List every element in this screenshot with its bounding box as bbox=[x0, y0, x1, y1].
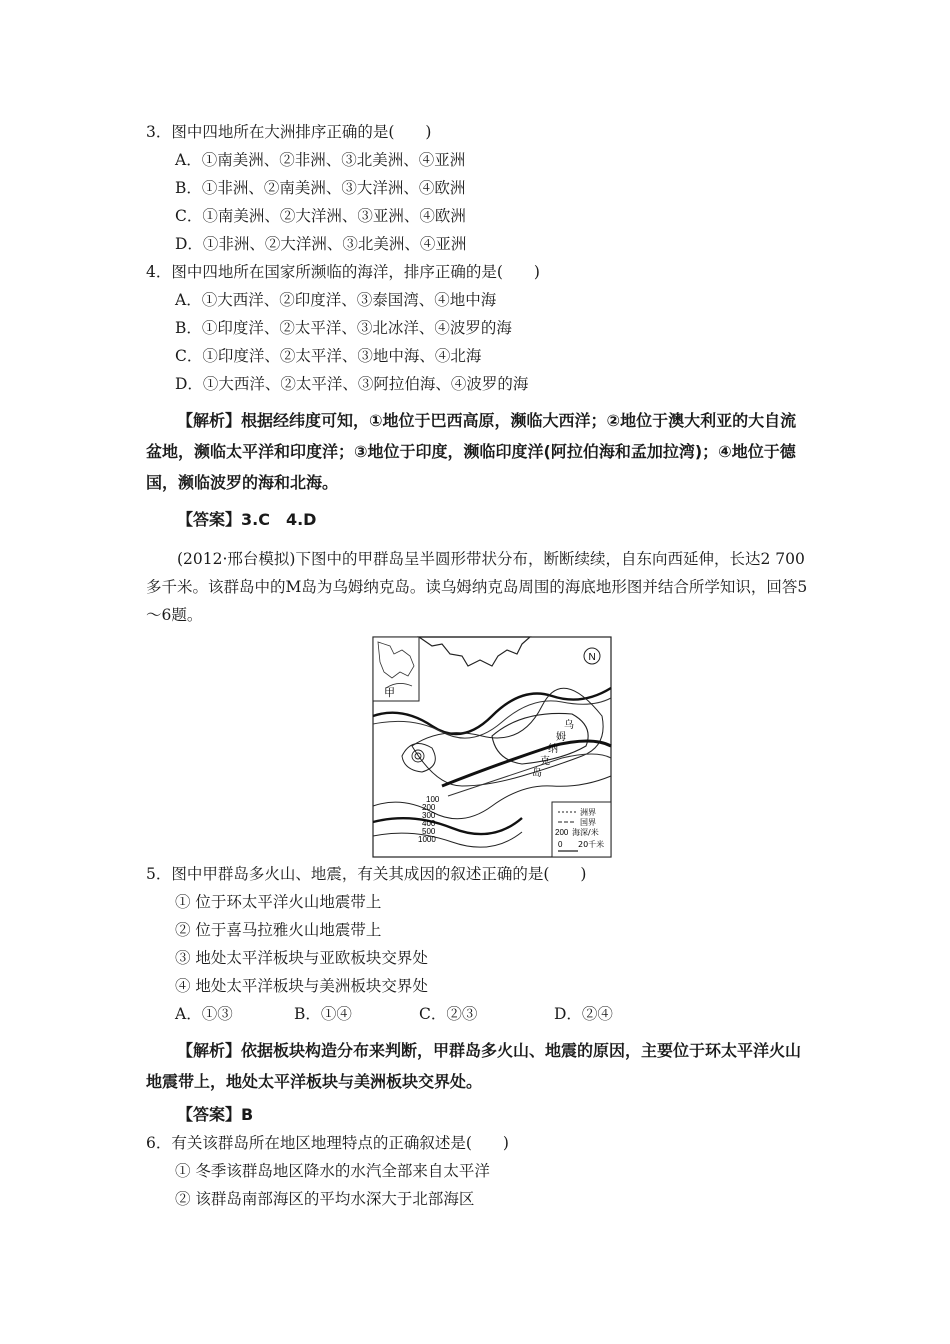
q5-item-4: ④ 地处太平洋板块与美洲板块交界处 bbox=[175, 977, 428, 995]
north-label: N bbox=[588, 652, 596, 663]
q4-option-d: D．①大西洋、②太平洋、③阿拉伯海、④波罗的海 bbox=[175, 375, 529, 393]
q5-choice-c: C．②③ bbox=[419, 1005, 478, 1023]
q4-option-c: C．①印度洋、②太平洋、③地中海、④北海 bbox=[175, 347, 482, 365]
q6-stem: 6．有关该群岛所在地区地理特点的正确叙述是( ) bbox=[146, 1134, 509, 1152]
q6-item-2: ② 该群岛南部海区的平均水深大于北部海区 bbox=[175, 1190, 475, 1208]
legend-continent-text: 洲界 bbox=[580, 808, 596, 817]
depth-1000: 1000 bbox=[418, 835, 436, 844]
answer-3-4: 【答案】3.C 4.D bbox=[177, 510, 317, 529]
depth-200: 200 bbox=[422, 803, 436, 812]
q5-stem: 5．图中甲群岛多火山、地震，有关其成因的叙述正确的是( ) bbox=[146, 865, 587, 883]
q6-item-1: ① 冬季该群岛地区降水的水汽全部来自太平洋 bbox=[175, 1162, 490, 1180]
island-char-3: 纳 bbox=[548, 744, 558, 755]
legend-scale-zero: 0 bbox=[558, 840, 563, 849]
q5-choice-a: A．①③ bbox=[175, 1005, 233, 1023]
island-char-4: 克 bbox=[540, 756, 550, 767]
analysis-3-4: 【解析】根据经纬度可知，①地位于巴西高原，濒临大西洋；②地位于澳大利亚的大自流盆地，濒临太平洋和印度洋；③地位于印度，濒临印度洋(阿拉伯海和孟加拉湾)；④地位于德国，濒临波罗的海和北海。 bbox=[146, 411, 797, 492]
legend-national-text: 国界 bbox=[580, 818, 596, 827]
depth-500: 500 bbox=[422, 827, 436, 836]
q3-option-b: B．①非洲、②南美洲、③大洋洲、④欧洲 bbox=[175, 179, 466, 197]
depth-400: 400 bbox=[422, 819, 436, 828]
q4-stem: 4．图中四地所在国家所濒临的海洋，排序正确的是( ) bbox=[146, 263, 540, 281]
seafloor-map bbox=[372, 636, 612, 858]
label-jia: 甲 bbox=[384, 686, 395, 699]
q3-stem: 3．图中四地所在大洲排序正确的是( ) bbox=[146, 123, 432, 141]
island-char-1: 乌 bbox=[564, 720, 574, 731]
island-char-2: 姆 bbox=[556, 732, 566, 743]
legend-depth-text: 海深/米 bbox=[572, 828, 599, 837]
q5-item-1: ① 位于环太平洋火山地震带上 bbox=[175, 893, 382, 911]
depth-100: 100 bbox=[426, 795, 440, 804]
q3-option-a: A．①南美洲、②非洲、③北美洲、④亚洲 bbox=[175, 151, 466, 169]
q3-option-c: C．①南美洲、②大洋洲、③亚洲、④欧洲 bbox=[175, 207, 466, 225]
analysis-5: 【解析】依据板块构造分布来判断，甲群岛多火山、地震的原因，主要位于环太平洋火山地震带上，地处太平洋板块与美洲板块交界处。 bbox=[146, 1041, 802, 1091]
q5-choice-d: D．②④ bbox=[554, 1005, 613, 1023]
island-char-5: 岛 bbox=[532, 768, 542, 779]
q5-item-3: ③ 地处太平洋板块与亚欧板块交界处 bbox=[175, 949, 428, 967]
intro-5-6: (2012·邢台模拟)下图中的甲群岛呈半圆形带状分布，断断续续，自东向西延伸，长达2 700多千米。该群岛中的M岛为乌姆纳克岛。读乌姆纳克岛周围的海底地形图并结合所学知识，回答5～6题。 bbox=[146, 550, 808, 624]
q3-option-d: D．①非洲、②大洋洲、③北美洲、④亚洲 bbox=[175, 235, 467, 253]
q4-option-a: A．①大西洋、②印度洋、③泰国湾、④地中海 bbox=[175, 291, 497, 309]
depth-300: 300 bbox=[422, 811, 436, 820]
legend-depth-value: 200 bbox=[555, 828, 569, 837]
legend-scale-text: 20千米 bbox=[578, 840, 605, 849]
q4-option-b: B．①印度洋、②太平洋、③北冰洋、④波罗的海 bbox=[175, 319, 512, 337]
q5-choice-b: B．①④ bbox=[294, 1005, 352, 1023]
answer-5: 【答案】B bbox=[177, 1105, 254, 1124]
q5-item-2: ② 位于喜马拉雅火山地震带上 bbox=[175, 921, 382, 939]
